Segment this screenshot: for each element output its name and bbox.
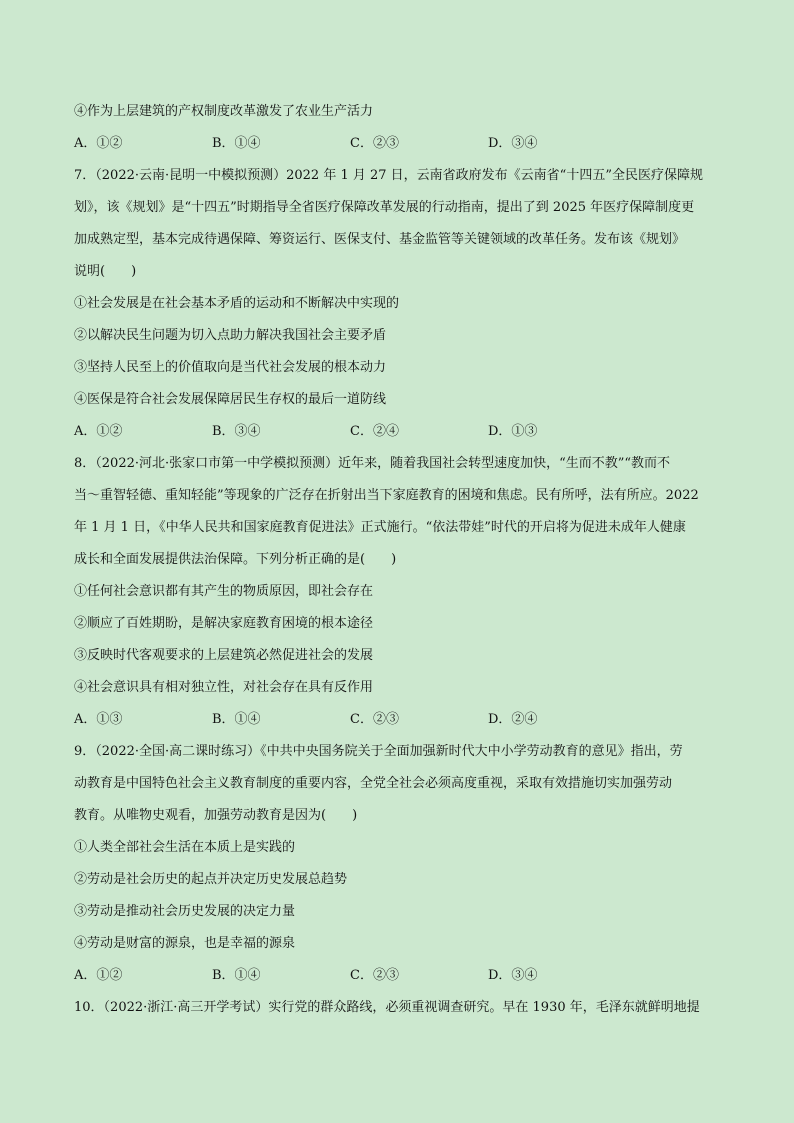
q6-option-d: D．③④ [488,136,538,151]
q6-item-4: ④作为上层建筑的产权制度改革激发了农业生产活力 [74,104,374,119]
q7-item-2: ②以解决民生问题为切入点助力解决我国社会主要矛盾 [74,328,387,343]
q7-options [74,416,724,448]
q9-stem-line: 9．（2022·全国·高二课时练习）《中共中央国务院关于全面加强新时代大中小学劳动教育的意见》指出，劳 [74,744,683,759]
q7-option-a: A．①② [74,424,123,439]
q8-item-4: ④社会意识具有相对独立性，对社会存在具有反作用 [74,680,374,695]
q7-stem-line: 7．（2022·云南·昆明一中模拟预测）2022 年 1 月 27 日，云南省政府发布《云南省“十四五”全民医疗保障规 [74,168,703,183]
q7-item-1: ①社会发展是在社会基本矛盾的运动和不断解决中实现的 [74,296,400,311]
q9-option-a: A．①② [74,968,123,983]
q8-item-3: ③反映时代客观要求的上层建筑必然促进社会的发展 [74,648,374,663]
q6-option-b: B．①④ [212,136,261,151]
q8-option-d: D．②④ [488,712,538,727]
q9-option-d: D．③④ [488,968,538,983]
question-8 [74,448,724,736]
q8-stem-line: 成长和全面发展提供法治保障。下列分析正确的是( ) [74,552,397,567]
q8-stem-line: 当～重智轻德、重知轻能”等现象的广泛存在折射出当下家庭教育的困境和焦虑。民有所呼，法有所应。2022 [74,488,699,503]
q9-option-c: C．②③ [350,968,399,983]
q9-option-b: B．①④ [212,968,261,983]
q8-stem-line: 8．（2022·河北·张家口市第一中学模拟预测）近年来，随着我国社会转型速度加快，“生而不教”“教而不 [74,456,671,471]
q8-item-2: ②顺应了百姓期盼，是解决家庭教育困境的根本途径 [74,616,374,631]
q7-stem-line: 加成熟定型，基本完成待遇保障、筹资运行、医保支付、基金监管等关键领域的改革任务。发布该《规划》 [74,232,686,247]
q7-item-3: ③坚持人民至上的价值取向是当代社会发展的根本动力 [74,360,387,375]
question-7 [74,160,724,448]
q8-option-a: A．①③ [74,712,123,727]
q6-options [74,128,724,160]
exam-page [74,96,724,1024]
q7-option-d: D．①③ [488,424,538,439]
q9-item-2: ②劳动是社会历史的起点并决定历史发展总趋势 [74,872,348,887]
q7-stem-line: 划》，该《规划》是“十四五”时期指导全省医疗保障改革发展的行动指南，提出了到 2025 年医疗保障制度更 [74,200,695,215]
q8-options [74,704,724,736]
question-9 [74,736,724,992]
q8-item-1: ①任何社会意识都有其产生的物质原因，即社会存在 [74,584,374,599]
q8-option-b: B．①④ [212,712,261,727]
q9-options [74,960,724,992]
q7-option-c: C．②④ [350,424,399,439]
q9-stem-line: 教育。从唯物史观看，加强劳动教育是因为( ) [74,808,358,823]
q7-option-b: B．③④ [212,424,261,439]
q10-stem-line: 10．（2022·浙江·高三开学考试）实行党的群众路线，必须重视调查研究。早在 1930 年，毛泽东就鲜明地提 [74,1000,700,1015]
q7-stem-line: 说明( ) [74,264,137,279]
q9-stem-line: 动教育是中国特色社会主义教育制度的重要内容，全党全社会必须高度重视，采取有效措施切实加强劳动 [74,776,673,791]
q7-item-4: ④医保是符合社会发展保障居民生存权的最后一道防线 [74,392,387,407]
question-10 [74,992,724,1024]
q8-option-c: C．②③ [350,712,399,727]
q6-option-a: A．①② [74,136,123,151]
q9-item-1: ①人类全部社会生活在本质上是实践的 [74,840,296,855]
q6-option-c: C．②③ [350,136,399,151]
q9-item-3: ③劳动是推动社会历史发展的决定力量 [74,904,296,919]
q8-stem-line: 年 1 月 1 日，《中华人民共和国家庭教育促进法》正式施行。“依法带娃”时代的开启将为促进未成年人健康 [74,520,686,535]
q9-item-4: ④劳动是财富的源泉，也是幸福的源泉 [74,936,296,951]
